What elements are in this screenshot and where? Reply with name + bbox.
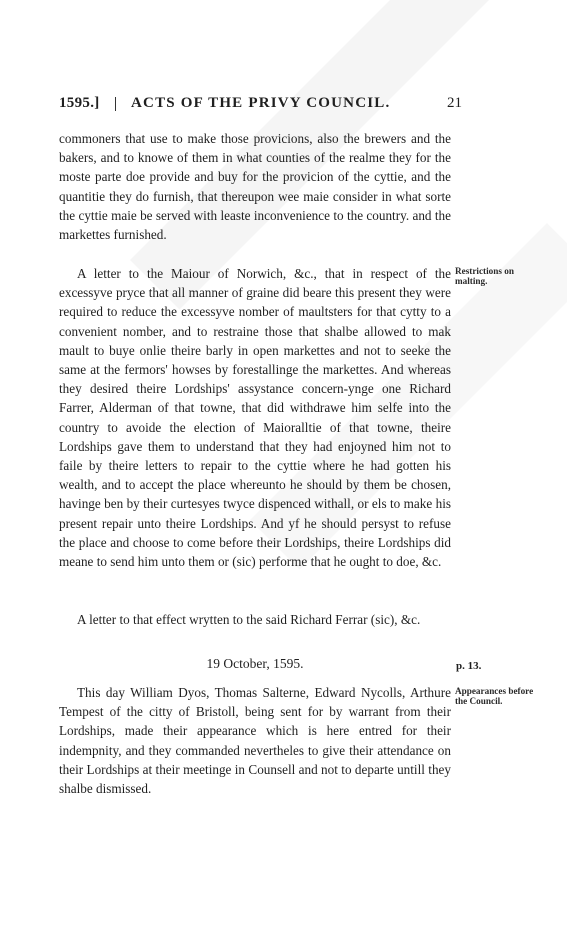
paragraph-2 <box>59 264 451 571</box>
margin-note-appearances: Appearances before the Council. <box>455 686 534 706</box>
running-header <box>59 95 462 117</box>
header-year: 1595.] <box>59 95 100 111</box>
paragraph-3-text: A letter to that effect wrytten to the said Richard Ferrar (sic), &c. <box>77 612 421 627</box>
paragraph-2-text: A letter to the Maiour of Norwich, &c., that in respect of the excessyve pryce that all manner of graine did beare this present they were required to reduce the excessyve nomber of maultsters for that cytty to a convenient nomber, and to restraine those that shalbe allowed to mak mault to buye onlie theire barly in open markettes and not to seeke the same at the fermors' howses by forestallinge the markettes. And whereas they desired theire Lordships' assystance concern-ynge one Richard Farrer, Alderman of that towne, that did withdrawe him selfe into the country to avoide the election of Maioralltie of that towne, theire Lordships gave them to understand that they had enjoyned him not to faile by theire letters to repair to the cyttie where he had gotten his wealth, and to accept the place whereunto he should by them be chosen, havinge ben by their curtesyes twyce dispenced withall, or els to make his present repair unto theire Lordships. And yf he should persyst to refuse the place and choose to come before their Lordships, theire Lordships did meane to send him unto them or (sic) performe that he ought to doe, &c. <box>59 266 451 570</box>
margin-note-malting: Restrictions on malting. <box>455 266 514 286</box>
paragraph-4-text: This day William Dyos, Thomas Salterne, Edward Nycolls, Arthure Tempest of the citty of Bristoll, being sent for by warrant from their Lordships, made their appearance which is here entred for their indempnity, and they commanded nevertheles to give their attendance on their Lordships at their meetinge in Counsell and not to departe untill they shalbe dismissed. <box>59 685 451 797</box>
page-number: 21 <box>447 95 462 111</box>
date-heading: 19 October, 1595. <box>206 656 304 671</box>
header-title: ACTS OF THE PRIVY COUNCIL. <box>131 95 391 111</box>
paragraph-3 <box>59 610 451 629</box>
header-divider <box>115 97 116 111</box>
paragraph-1 <box>59 129 451 244</box>
paragraph-1-text: commoners that use to make those provicions, also the brewers and the bakers, and to knowe of them in what counties of the realme they for the moste parte doe provide and buy for the provicion of the cyttie, and the quantitie they do furnish, that thereupon wee maie consider in what sorte the cyttie maie be served with leaste inconvenience to the country. and the markettes furnished. <box>59 131 451 243</box>
margin-page-reference: p. 13. <box>456 660 482 672</box>
paragraph-4 <box>59 683 451 798</box>
